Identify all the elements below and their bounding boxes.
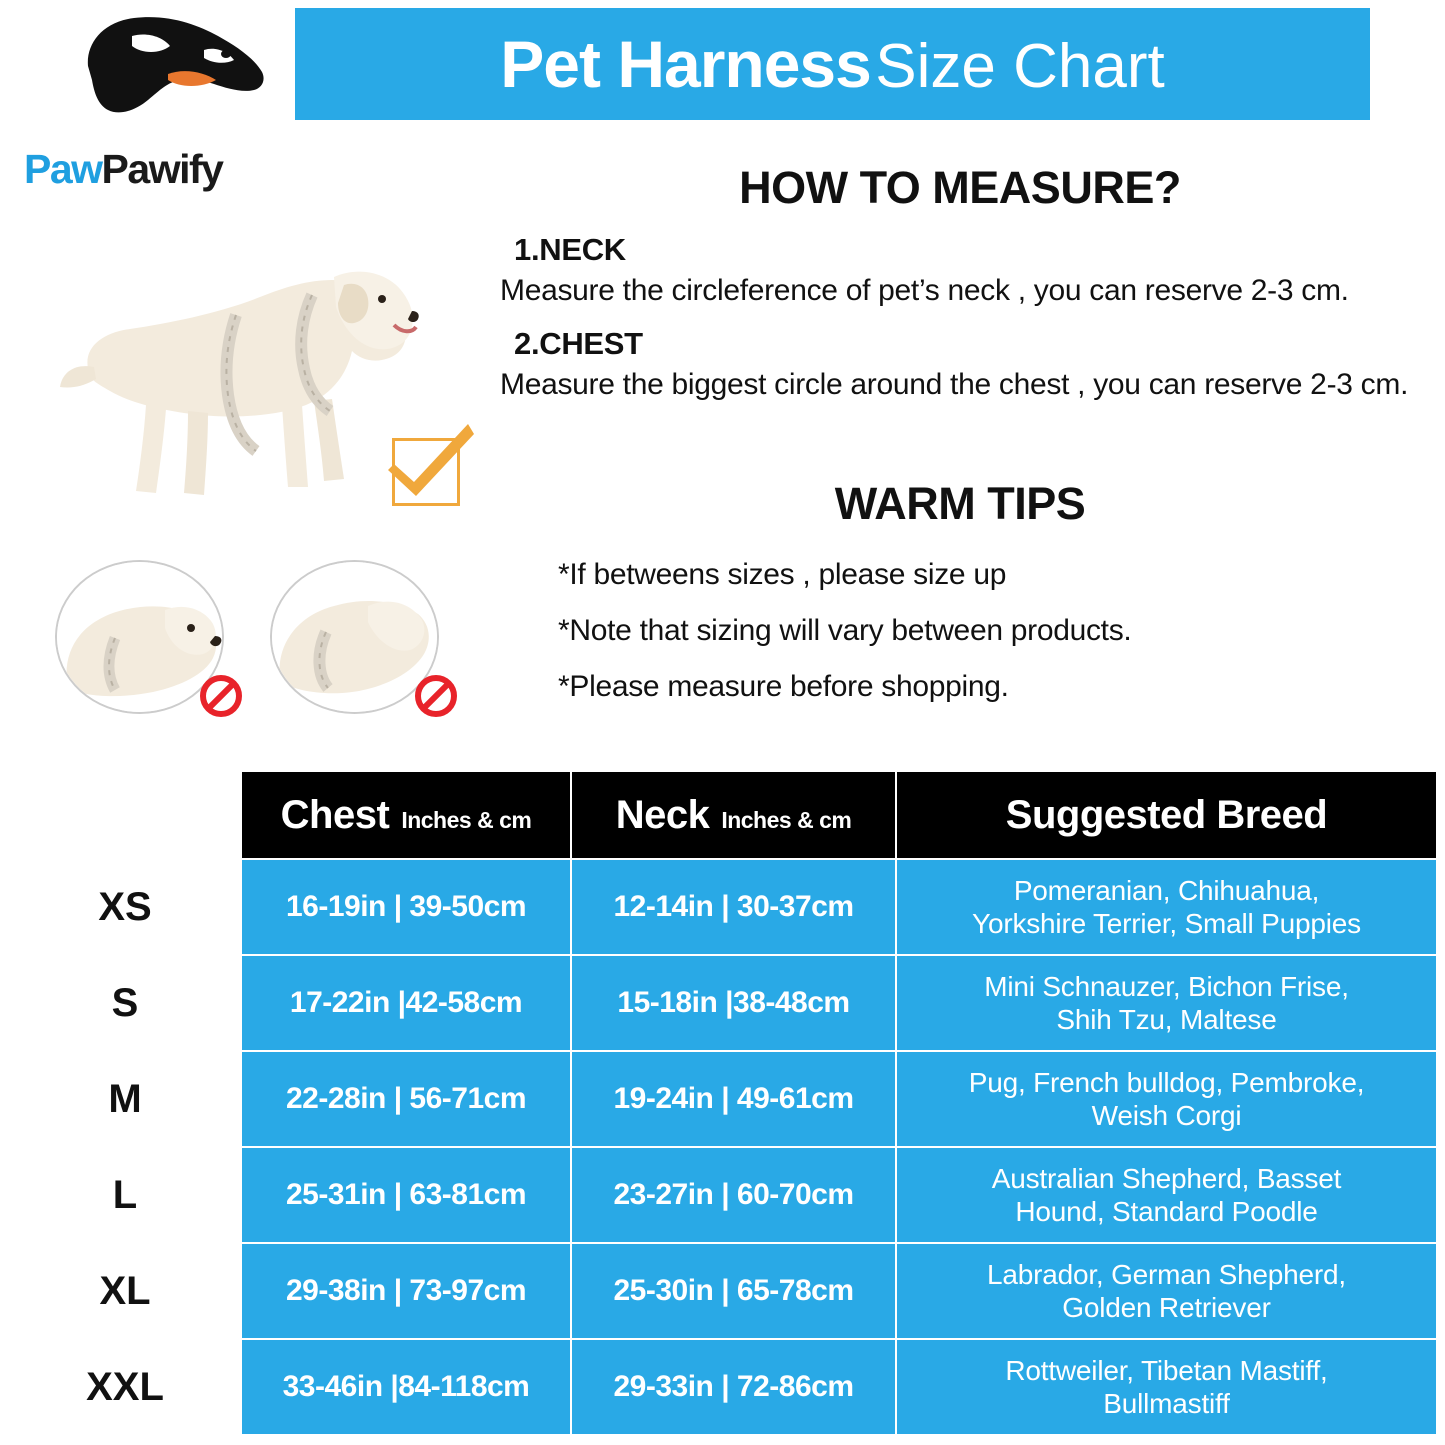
measure-step-2-body: Measure the biggest circle around the chest , you can reserve 2-3 cm. [500, 368, 1409, 401]
measure-step-2-heading: 2.CHEST [514, 326, 643, 361]
warm-tips-list [558, 558, 1438, 726]
row-breed-xs: Pomeranian, Chihuahua, Yorkshire Terrier, Small Puppies [896, 859, 1437, 955]
brand-logo-text [24, 146, 222, 193]
warm-tip-3: *Please measure before shopping. [558, 670, 1009, 703]
row-neck-xs: 12-14in | 30-37cm [571, 859, 896, 955]
row-chest-xs: 16-19in | 39-50cm [241, 859, 571, 955]
row-size-xl: XL [9, 1243, 241, 1339]
table-row [9, 1339, 1437, 1435]
no-entry-icon [415, 675, 457, 717]
row-neck-m: 19-24in | 49-61cm [571, 1051, 896, 1147]
row-size-xs: XS [9, 859, 241, 955]
row-chest-xxl: 33-46in |84-118cm [241, 1339, 571, 1435]
row-size-m: M [9, 1051, 241, 1147]
table-row [9, 1243, 1437, 1339]
row-chest-m: 22-28in | 56-71cm [241, 1051, 571, 1147]
header-neck-units: Inches & cm [721, 806, 852, 833]
row-breed-s: Mini Schnauzer, Bichon Frise, Shih Tzu, Maltese [896, 955, 1437, 1051]
row-neck-l: 23-27in | 60-70cm [571, 1147, 896, 1243]
row-neck-xl: 25-30in | 65-78cm [571, 1243, 896, 1339]
table-row [9, 859, 1437, 955]
header-chest [241, 771, 571, 859]
warm-tip-2: *Note that sizing will vary between products. [558, 614, 1132, 647]
golden-retriever-illustration [60, 255, 420, 520]
row-breed-l: Australian Shepherd, Basset Hound, Standard Poodle [896, 1147, 1437, 1243]
row-chest-xl: 29-38in | 73-97cm [241, 1243, 571, 1339]
dog-tight-collar-illustration [272, 562, 437, 712]
table-row [9, 1147, 1437, 1243]
brand-logo-text-primary: Paw [24, 146, 102, 192]
header-chest-label: Chest [280, 792, 390, 837]
table-row [9, 1051, 1437, 1147]
table-header-row [9, 771, 1437, 859]
incorrect-example-1 [55, 560, 224, 714]
warm-tips-title: WARM TIPS [834, 478, 1086, 529]
size-chart-table [8, 770, 1438, 1436]
header-banner [295, 8, 1370, 120]
row-size-xxl: XXL [9, 1339, 241, 1435]
no-entry-icon [200, 675, 242, 717]
header-breed [896, 771, 1437, 859]
dog-loose-collar-illustration [57, 562, 222, 712]
measure-step-1-heading: 1.NECK [514, 232, 626, 267]
row-breed-xl: Labrador, German Shepherd, Golden Retriever [896, 1243, 1437, 1339]
header-neck-label: Neck [615, 792, 710, 837]
dog-measure-illustration [40, 235, 440, 535]
row-chest-l: 25-31in | 63-81cm [241, 1147, 571, 1243]
header-neck [571, 771, 896, 859]
row-chest-s: 17-22in |42-58cm [241, 955, 571, 1051]
incorrect-examples [55, 560, 445, 735]
row-neck-xxl: 29-33in | 72-86cm [571, 1339, 896, 1435]
how-to-measure-title: HOW TO MEASURE? [739, 162, 1181, 213]
check-mark-icon [388, 420, 478, 500]
row-size-s: S [9, 955, 241, 1051]
page-title-bold: Pet Harness [500, 26, 871, 101]
row-neck-s: 15-18in |38-48cm [571, 955, 896, 1051]
dog-head-icon [76, 14, 266, 132]
warm-tip-1: *If betweens sizes , please size up [558, 558, 1007, 591]
header-breed-label: Suggested Breed [1005, 792, 1328, 837]
brand-logo-text-secondary: Pawify [101, 146, 223, 192]
page-title [500, 26, 1165, 101]
row-breed-m: Pug, French bulldog, Pembroke, Weish Corgi [896, 1051, 1437, 1147]
header-size [9, 771, 241, 859]
measure-step-1-body: Measure the circleference of pet’s neck , you can reserve 2-3 cm. [500, 274, 1349, 307]
header-chest-units: Inches & cm [401, 806, 532, 833]
row-size-l: L [9, 1147, 241, 1243]
table-row [9, 955, 1437, 1051]
page-title-light: Size Chart [875, 31, 1165, 101]
incorrect-example-2 [270, 560, 439, 714]
brand-logo [14, 14, 282, 192]
how-to-measure-list [500, 232, 1430, 420]
row-breed-xxl: Rottweiler, Tibetan Mastiff, Bullmastiff [896, 1339, 1437, 1435]
